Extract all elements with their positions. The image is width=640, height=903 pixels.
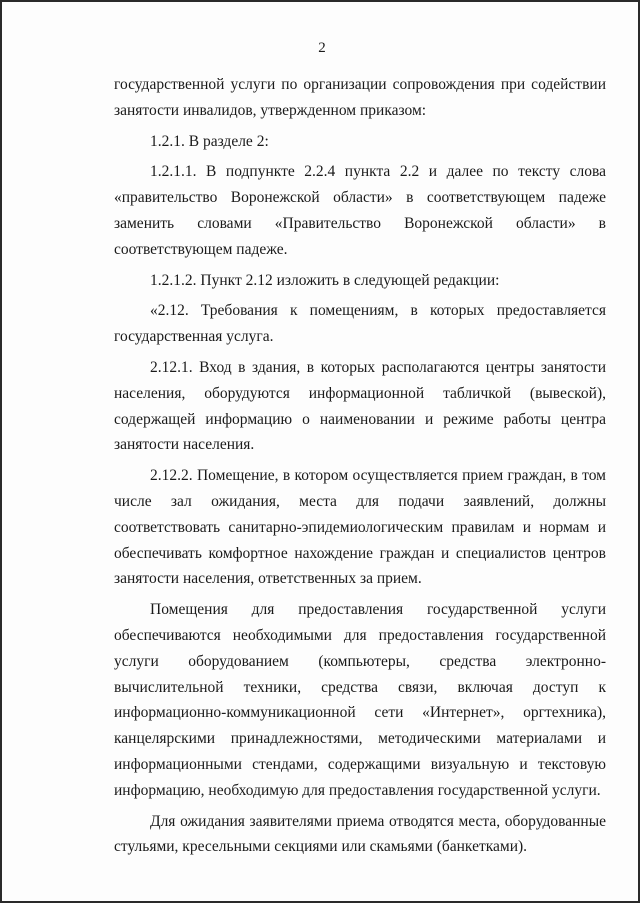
page-number: 2 [318,40,326,56]
paragraph-waiting-places: Для ожидания заявителями приема отводятся места, оборудованные стульями, кресельными секциями или скамьями (банкетками). [114,812,606,856]
paragraph-intro: государственной услуги по организации сопровождения при содействии занятости инвалидов, утвержденном приказом: [114,76,606,119]
paragraph-2-12-2: 2.12.2. Помещение, в котором осуществляется прием граждан, в том числе зал ожидания, места для подачи заявлений, должны соответствовать санитарно-эпидемиологическим правилам и нормам и обеспечивать комфортное нахождение граждан и специалистов центров занятости населения, ответственных за прием. [114,467,606,588]
paragraph-1-2-1-2: 1.2.1.2. Пункт 2.12 изложить в следующей редакции: [150,271,500,289]
paragraph-1-2-1-1: 1.2.1.1. В подпункте 2.2.4 пункта 2.2 и далее по тексту слова «правительство Воронежской области» в соответствующем падеже заменить словами «Правительство Воронежской области» в соответствующем падеже. [114,163,606,258]
paragraph-premises-equipment: Помещения для предоставления государственной услуги обеспечиваются необходимыми для предоставления государственной услуги оборудованием (компьютеры, средства электронно-вычислительной техники, средства связи, включая доступ к информационно-коммуникационной сети «Интернет», оргтехника), канцелярскими принадлежностями, методическими материалами и информационными стендами, содержащими визуальную и текстовую информацию, необходимую для предоставления государственной услуги. [114,601,606,799]
paragraph-1-2-1: 1.2.1. В разделе 2: [150,132,269,150]
paragraph-2-12: «2.12. Требования к помещениям, в которых предоставляется государственная услуга. [114,302,606,346]
paragraph-2-12-1: 2.12.1. Вход в здания, в которых располагаются центры занятости населения, оборудуются информационной табличкой (вывеской), содержащей информацию о наименовании и режиме работы центра занятости населения. [114,358,606,454]
document-body [114,72,606,860]
